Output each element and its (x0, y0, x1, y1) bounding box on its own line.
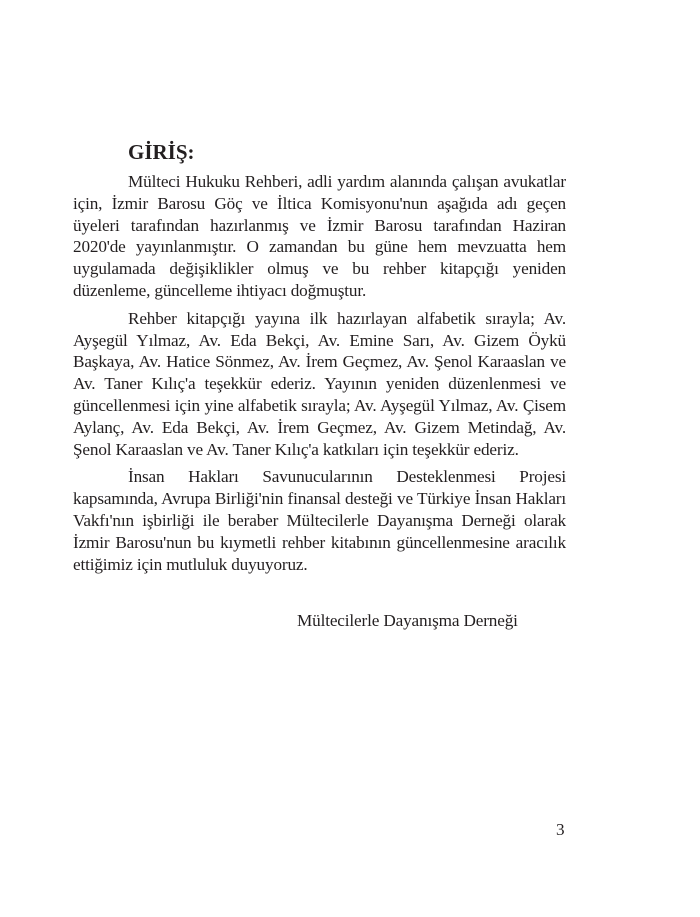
body-text (73, 171, 566, 581)
paragraph-intro: Mülteci Hukuku Rehberi, adli yardım alanında çalışan avukatlar için, İzmir Barosu Göç ve İltica Komisyonu'nun aşağıda adı geçen üyeleri tarafından hazırlanmış ve İzmir Barosu tarafından Haziran 2020'de yayınlanmıştır. O zamandan bu güne hem mevzuatta hem uygulamada değişiklikler olmuş ve bu rehber kitapçığı yeniden düzenleme, güncelleme ihtiyacı doğmuştur. (73, 172, 566, 300)
section-heading: GİRİŞ: (128, 140, 195, 164)
paragraph-project: İnsan Hakları Savunucularının Desteklenmesi Projesi kapsamında, Avrupa Birliği'nin finansal desteği ve Türkiye İnsan Hakları Vakfı'nın işbirliği ile beraber Mültecilerle Dayanışma Derneği olarak İzmir Barosu'nun bu kıymetli rehber kitabının güncellenmesine aracılık ettiğimiz için mutluluk duyuyoruz. (73, 467, 566, 574)
paragraph-acknowledgements: Rehber kitapçığı yayına ilk hazırlayan alfabetik sırayla; Av. Ayşegül Yılmaz, Av. Eda Bekçi, Av. Emine Sarı, Av. Gizem Öykü Başkaya, Av. Hatice Sönmez, Av. İrem Geçmez, Av. Şenol Karaaslan ve Av. Taner Kılıç'a teşekkür ederiz. Yayının yeniden düzenlenmesi ve güncellenmesi için yine alfabetik sırayla; Av. Ayşegül Yılmaz, Av. Çisem Aylanç, Av. Eda Bekçi, Av. İrem Geçmez, Av. Gizem Metindağ, Av. Şenol Karaaslan ve Av. Taner Kılıç'a katkıları için teşekkür ederiz. (73, 308, 566, 459)
page-number: 3 (556, 820, 565, 839)
signature: Mültecilerle Dayanışma Derneği (297, 611, 518, 630)
